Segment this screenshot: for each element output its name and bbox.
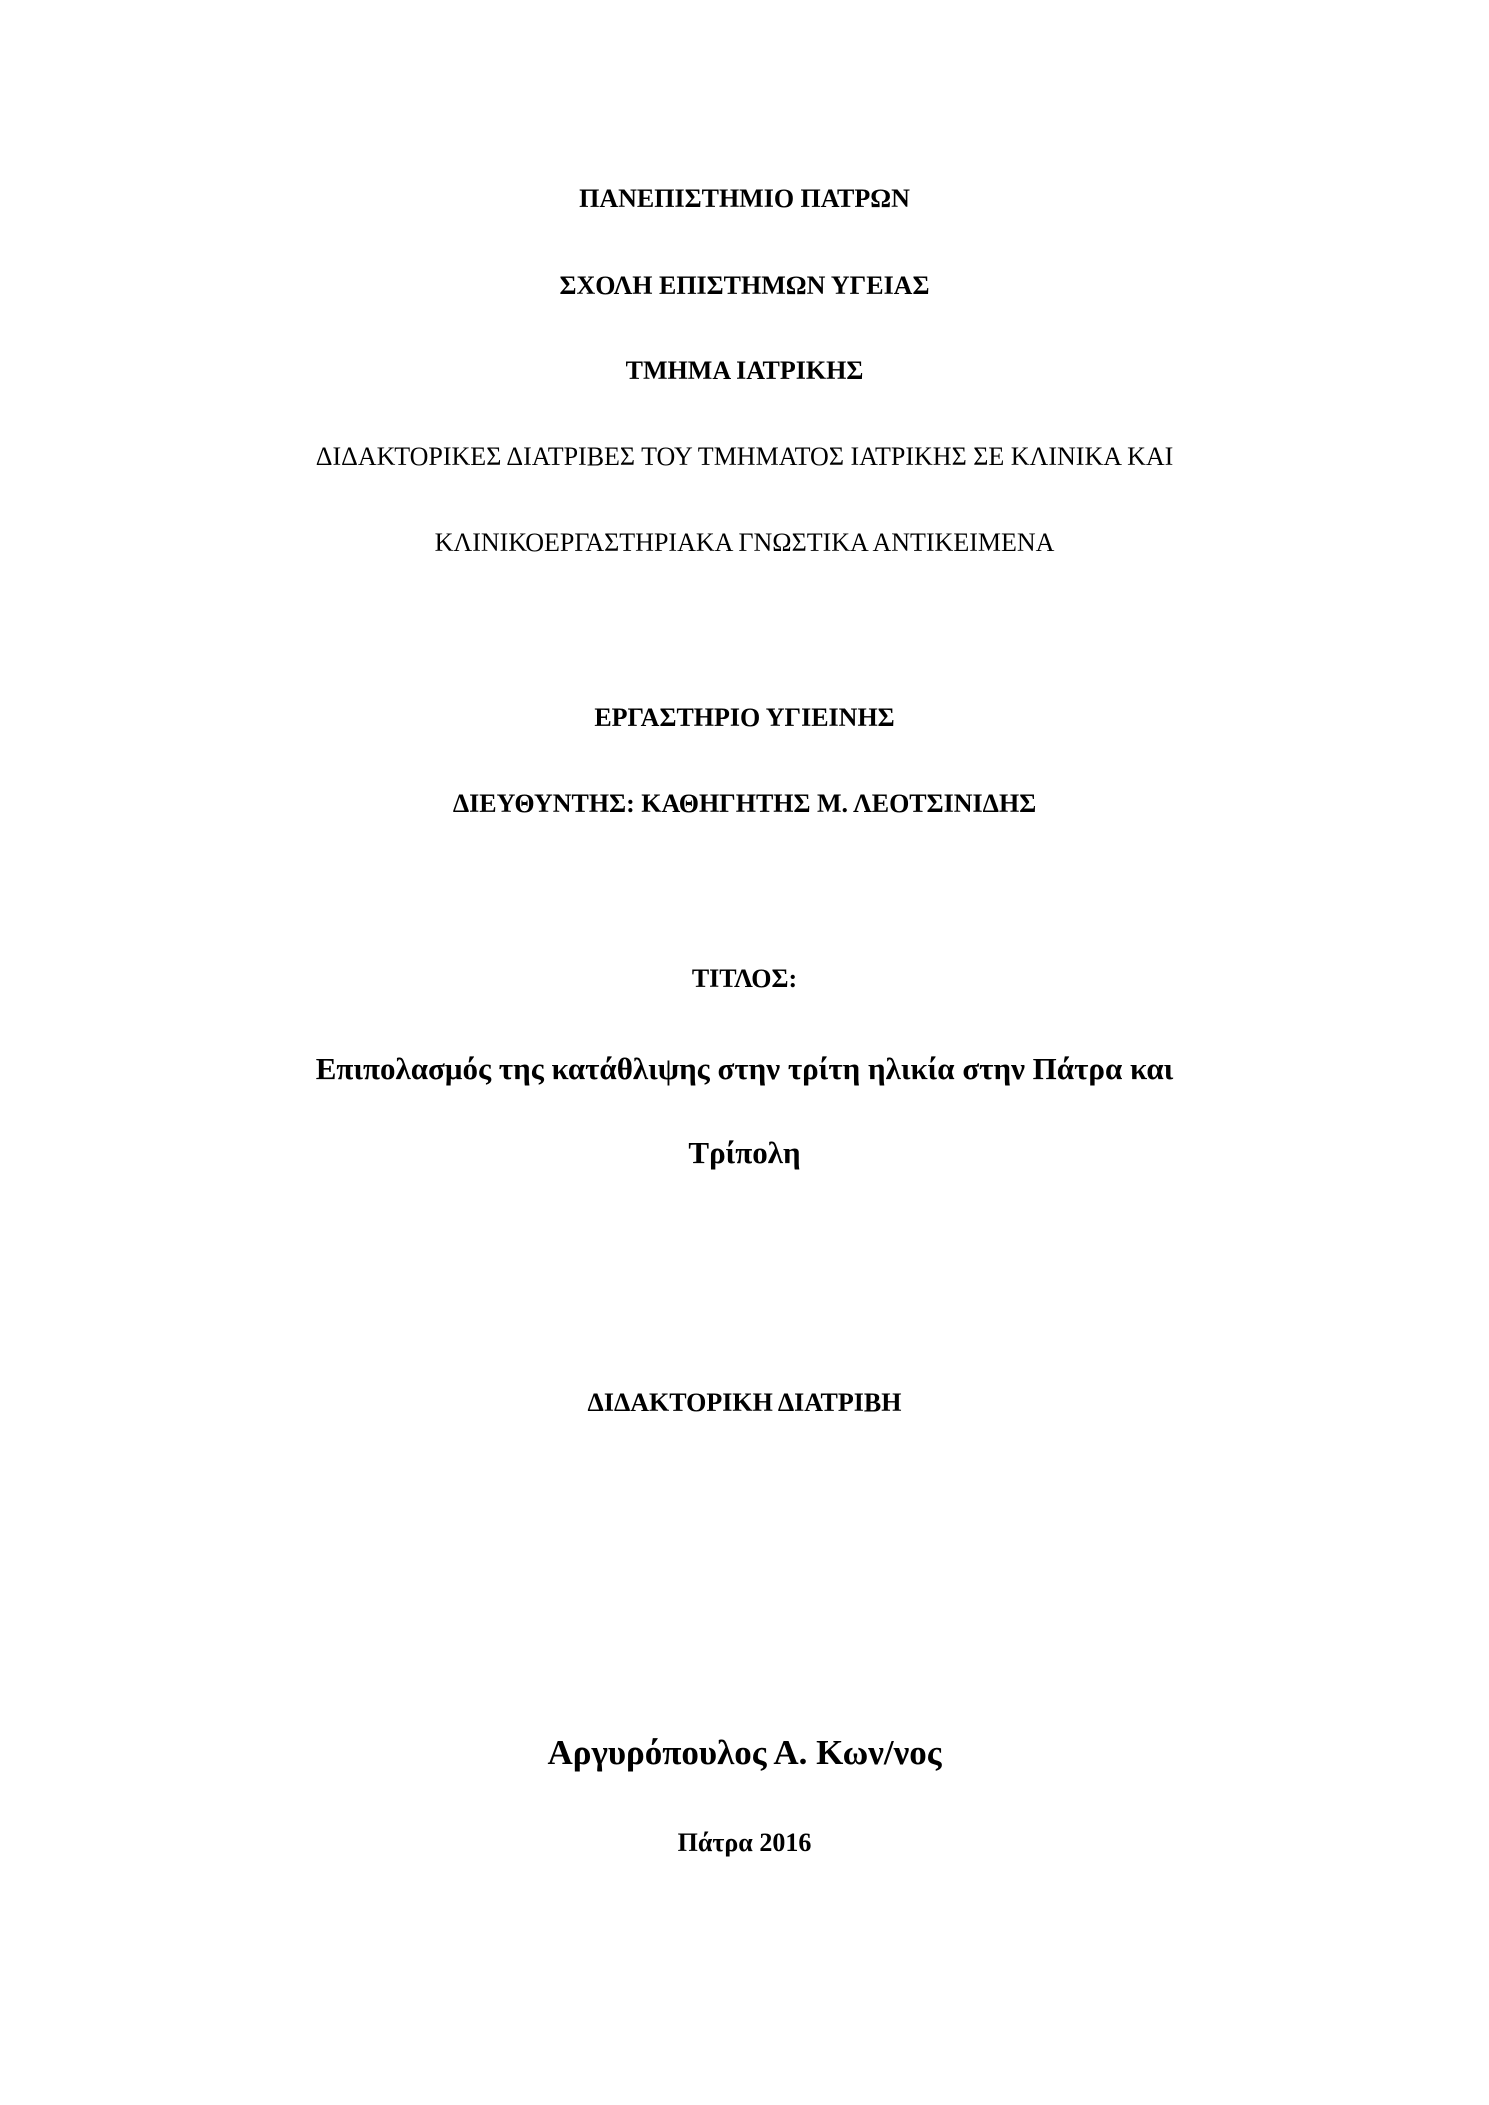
department-name: ΤΜΗΜΑ ΙΑΤΡΙΚΗΣ [625, 356, 864, 385]
program-line-1: ΔΙΔΑΚΤΟΡΙΚΕΣ ΔΙΑΤΡΙΒΕΣ ΤΟΥ ΤΜΗΜΑΤΟΣ ΙΑΤΡΙΚΗΣ ΣΕ ΚΛΙΝΙΚΑ ΚΑΙ [315, 442, 1174, 471]
university-name: ΠΑΝΕΠΙΣΤΗΜΙΟ ΠΑΤΡΩΝ [579, 184, 910, 213]
school-name: ΣΧΟΛΗ ΕΠΙΣΤΗΜΩΝ ΥΓΕΙΑΣ [559, 271, 930, 300]
thesis-title-line-1: Επιπολασμός της κατάθλιψης στην τρίτη ηλικία στην Πάτρα και [315, 1051, 1174, 1086]
place-and-year: Πάτρα 2016 [677, 1828, 812, 1857]
author-name: Αργυρόπουλος Α. Κων/νος [547, 1733, 942, 1772]
laboratory-name: ΕΡΓΑΣΤΗΡΙΟ ΥΓΙΕΙΝΗΣ [594, 703, 895, 732]
thesis-title-line-2: Τρίπολη [688, 1135, 801, 1170]
laboratory-director: ΔΙΕΥΘΥΝΤΗΣ: ΚΑΘΗΓΗΤΗΣ Μ. ΛΕΟΤΣΙΝΙΔΗΣ [452, 789, 1037, 818]
document-type: ΔΙΔΑΚΤΟΡΙΚΗ ΔΙΑΤΡΙΒΗ [587, 1388, 902, 1417]
program-line-2: ΚΛΙΝΙΚΟΕΡΓΑΣΤΗΡΙΑΚΑ ΓΝΩΣΤΙΚΑ ΑΝΤΙΚΕΙΜΕΝΑ [434, 528, 1055, 557]
title-label: ΤΙΤΛΟΣ: [691, 964, 798, 993]
